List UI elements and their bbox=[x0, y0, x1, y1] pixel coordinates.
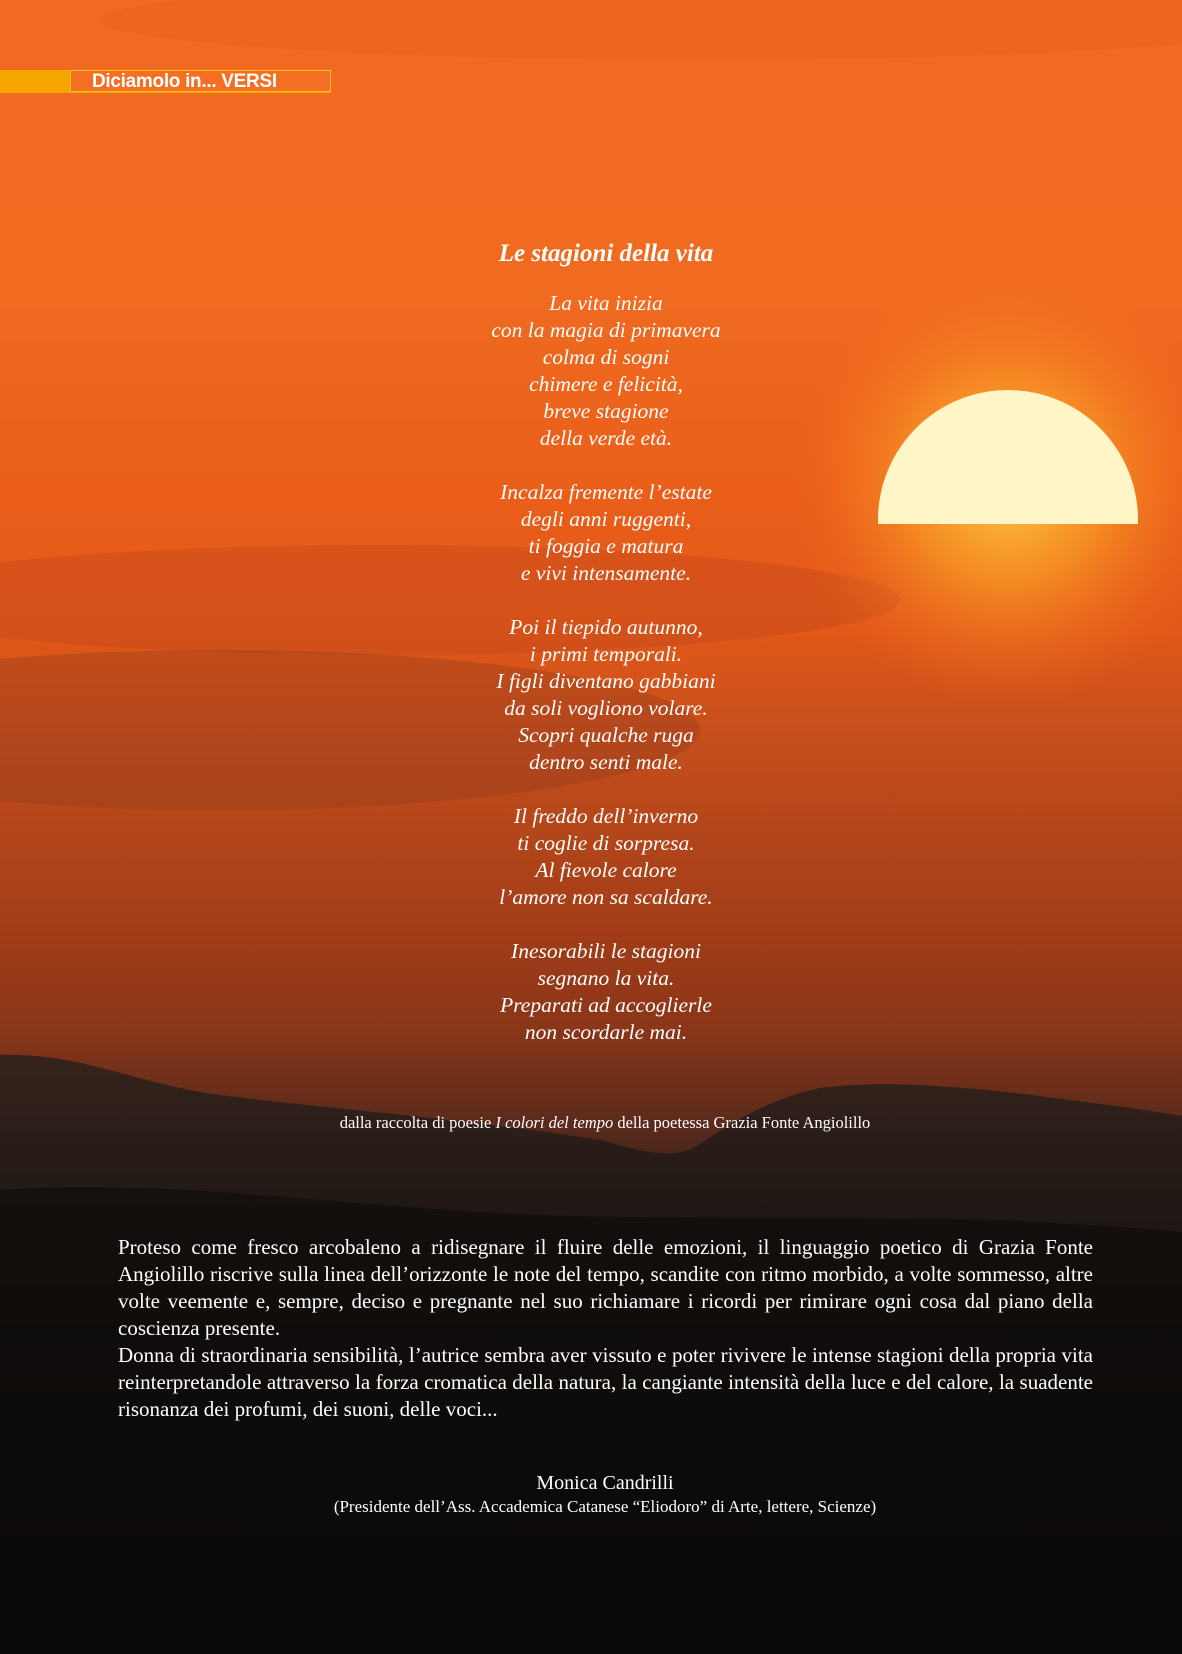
section-label: Diciamolo in... VERSI bbox=[92, 71, 277, 92]
poem-verse: Incalza fremente l’estate bbox=[500, 480, 712, 504]
poem-verse: i primi temporali. bbox=[529, 642, 683, 666]
poem-stanza bbox=[391, 290, 821, 452]
cloud-band bbox=[100, 0, 1182, 60]
poem-title: Le stagioni della vita bbox=[498, 240, 714, 267]
poem-stanza bbox=[391, 614, 821, 776]
poem-verse: chimere e felicità, bbox=[529, 372, 683, 396]
signature-name: Monica Candrilli bbox=[536, 1472, 674, 1494]
source-prefix: dalla raccolta di poesie bbox=[339, 1113, 496, 1132]
poem-verse: Inesorabili le stagioni bbox=[511, 939, 701, 963]
poem-verse: con la magia di primavera bbox=[491, 318, 721, 342]
poem-verse: Al fievole calore bbox=[535, 858, 677, 882]
commentary bbox=[118, 1234, 1093, 1423]
source-collection: I colori del tempo bbox=[495, 1113, 614, 1132]
poem-verse: Poi il tiepido autunno, bbox=[509, 615, 703, 639]
commentary-paragraph: Proteso come fresco arcobaleno a ridisegnare il fluire delle emozioni, il linguaggio poetico di Grazia Fonte Angiolillo riscrive sulla linea dell’orizzonte le note del tempo, scandite con ritmo morbido, a volte sommesso, altre volte veemente e, sempre, deciso e pregnante nel suo richiamare i ricordi per rimirare ogni cosa dal piano della coscienza presente. bbox=[118, 1235, 1093, 1340]
poem-stanza bbox=[391, 938, 821, 1046]
poem-verse: ti foggia e matura bbox=[528, 534, 684, 558]
poem-stanza bbox=[391, 803, 821, 911]
poem-source bbox=[120, 1112, 1090, 1134]
poem-verse: colma di sogni bbox=[542, 345, 670, 369]
poem-verse: I figli diventano gabbiani bbox=[496, 669, 716, 693]
signature bbox=[120, 1470, 1090, 1518]
poem-verse: da soli vogliono volare. bbox=[504, 696, 708, 720]
poem-verse: La vita inizia bbox=[549, 291, 663, 315]
poem-verse: e vivi intensamente. bbox=[520, 561, 692, 585]
poem-verse: l’amore non sa scaldare. bbox=[499, 885, 713, 909]
poem-verse: della verde età. bbox=[539, 426, 673, 450]
poem-stanzas bbox=[391, 290, 821, 1046]
signature-role: (Presidente dell’Ass. Accademica Catanese “Eliodoro” di Arte, lettere, Scienze) bbox=[333, 1497, 877, 1516]
poem-verse: non scordarle mai. bbox=[524, 1020, 688, 1044]
commentary-paragraph: Donna di straordinaria sensibilità, l’autrice sembra aver vissuto e poter rivivere le intense stagioni della propria vita reinterpretandole attraverso la forza cromatica della natura, la cangiante intensità della luce e del calore, la suadente risonanza dei profumi, dei suoni, delle voci... bbox=[118, 1343, 1093, 1421]
poem-verse: breve stagione bbox=[543, 399, 669, 423]
poem-verse: Scopri qualche ruga bbox=[518, 723, 694, 747]
poem-verse: degli anni ruggenti, bbox=[520, 507, 692, 531]
source-suffix: della poetessa Grazia Fonte Angiolillo bbox=[613, 1113, 871, 1132]
poem bbox=[391, 236, 821, 1073]
poem-verse: dentro senti male. bbox=[529, 750, 683, 774]
poem-verse: ti coglie di sorpresa. bbox=[517, 831, 695, 855]
poem-stanza bbox=[391, 479, 821, 587]
poem-verse: Il freddo dell’inverno bbox=[513, 804, 699, 828]
poem-verse: segnano la vita. bbox=[537, 966, 675, 990]
poem-verse: Preparati ad accoglierle bbox=[500, 993, 712, 1017]
